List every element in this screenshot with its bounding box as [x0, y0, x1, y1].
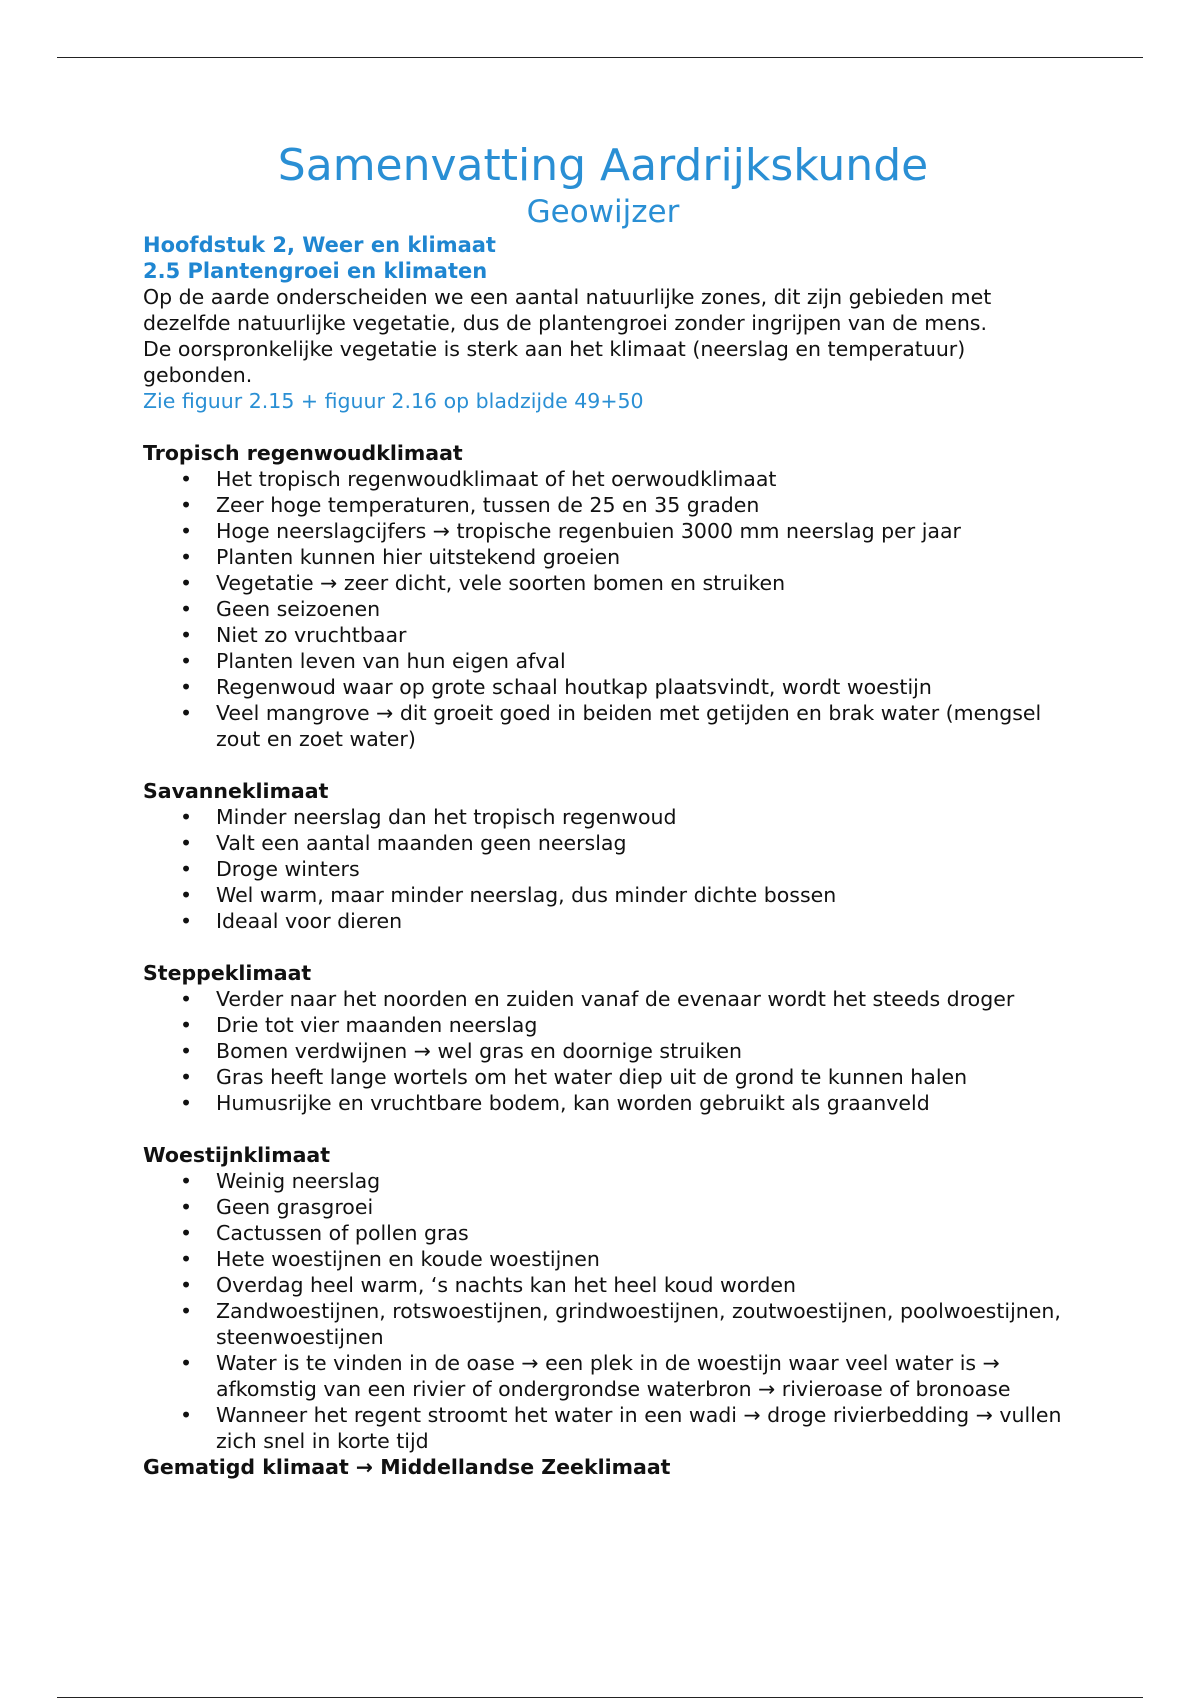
list-item: • Humusrijke en vruchtbare bodem, kan worden gebruikt als graanveld	[143, 1090, 1063, 1116]
list-item: • Zeer hoge temperaturen, tussen de 25 en 35 graden	[143, 492, 1063, 518]
list-item: • Cactussen of pollen gras	[143, 1220, 1063, 1246]
section-heading: 2.5 Plantengroei en klimaten	[143, 259, 488, 283]
header-rule	[57, 57, 1143, 58]
list-item: • Wel warm, maar minder neerslag, dus minder dichte bossen	[143, 882, 1063, 908]
list-item: • Water is te vinden in de oase → een plek in de woestijn waar veel water is → afkomstig van een rivier of ondergrondse waterbron → rivieroase of bronoase	[143, 1350, 1063, 1402]
list-item: • Hete woestijnen en koude woestijnen	[143, 1246, 1063, 1272]
intro-paragraph-1: Op de aarde onderscheiden we een aantal natuurlijke zones, dit zijn gebieden met dezelfde natuurlijke vegetatie, dus de plantengroei zonder ingrijpen van de mens.	[143, 285, 992, 335]
list-item: • Overdag heel warm, ‘s nachts kan het heel koud worden	[143, 1272, 1063, 1298]
list-item: • Zandwoestijnen, rotswoestijnen, grindwoestijnen, zoutwoestijnen, poolwoestijnen, steenwoestijnen	[143, 1298, 1063, 1350]
bullet-list-tropisch	[143, 466, 1063, 752]
list-item: • Planten kunnen hier uitstekend groeien	[143, 544, 1063, 570]
spacer	[143, 752, 1063, 778]
bullet-list-woestijn	[143, 1168, 1063, 1454]
list-item: • Veel mangrove → dit groeit goed in beiden met getijden en brak water (mengsel zout en zoet water)	[143, 700, 1063, 752]
list-item: • Niet zo vruchtbaar	[143, 622, 1063, 648]
list-item: • Vegetatie → zeer dicht, vele soorten bomen en struiken	[143, 570, 1063, 596]
figure-reference: Zie figuur 2.15 + figuur 2.16 op bladzijde 49+50	[143, 389, 644, 413]
list-item: • Weinig neerslag	[143, 1168, 1063, 1194]
list-item: • Verder naar het noorden en zuiden vanaf de evenaar wordt het steeds droger	[143, 986, 1063, 1012]
list-item: • Geen grasgroei	[143, 1194, 1063, 1220]
footer-rule	[57, 1697, 1143, 1698]
list-item: • Valt een aantal maanden geen neerslag	[143, 830, 1063, 856]
section-title-steppe: Steppeklimaat	[143, 961, 312, 985]
chapter-heading: Hoofdstuk 2, Weer en klimaat	[143, 233, 496, 257]
list-item: • Droge winters	[143, 856, 1063, 882]
section-title-tropisch: Tropisch regenwoudklimaat	[143, 441, 463, 465]
list-item: • Hoge neerslagcijfers → tropische regenbuien 3000 mm neerslag per jaar	[143, 518, 1063, 544]
bullet-list-savanne	[143, 804, 1063, 934]
spacer	[143, 414, 1063, 440]
section-title-woestijn: Woestijnklimaat	[143, 1143, 331, 1167]
list-item: • Geen seizoenen	[143, 596, 1063, 622]
section-title-savanne: Savanneklimaat	[143, 779, 329, 803]
closing-heading: Gematigd klimaat → Middellandse Zeeklimaat	[143, 1455, 671, 1479]
list-item: • Minder neerslag dan het tropisch regenwoud	[143, 804, 1063, 830]
page-content	[143, 138, 1063, 1480]
spacer	[143, 1116, 1063, 1142]
document-subtitle: Geowijzer	[526, 194, 680, 230]
list-item: • Bomen verdwijnen → wel gras en doornige struiken	[143, 1038, 1063, 1064]
list-item: • Gras heeft lange wortels om het water diep uit de grond te kunnen halen	[143, 1064, 1063, 1090]
bullet-list-steppe	[143, 986, 1063, 1116]
intro-paragraph-2: De oorspronkelijke vegetatie is sterk aan het klimaat (neerslag en temperatuur) gebonden.	[143, 337, 966, 387]
list-item: • Planten leven van hun eigen afval	[143, 648, 1063, 674]
document-title: Samenvatting Aardrijkskunde	[277, 140, 929, 191]
list-item: • Ideaal voor dieren	[143, 908, 1063, 934]
spacer	[143, 934, 1063, 960]
list-item: • Het tropisch regenwoudklimaat of het oerwoudklimaat	[143, 466, 1063, 492]
list-item: • Wanneer het regent stroomt het water in een wadi → droge rivierbedding → vullen zich snel in korte tijd	[143, 1402, 1063, 1454]
list-item: • Drie tot vier maanden neerslag	[143, 1012, 1063, 1038]
list-item: • Regenwoud waar op grote schaal houtkap plaatsvindt, wordt woestijn	[143, 674, 1063, 700]
